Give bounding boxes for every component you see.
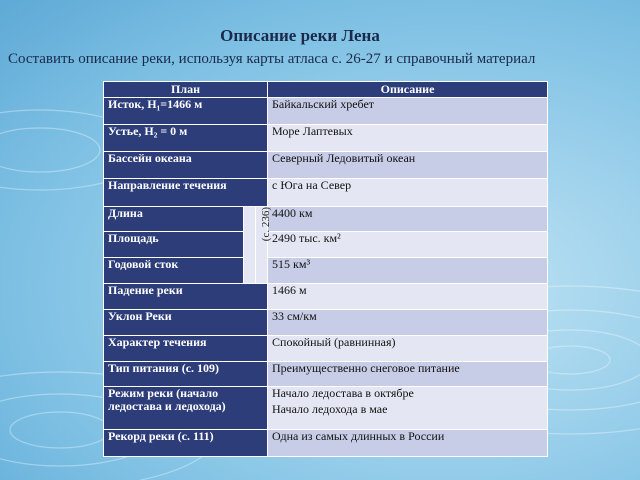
value-cell: 515 км³ — [268, 258, 548, 284]
river-description-table — [103, 81, 548, 457]
value-cell — [268, 387, 548, 430]
value-cell: 4400 км — [268, 207, 548, 232]
value-cell: 33 см/км — [268, 310, 548, 336]
table-row — [104, 207, 548, 232]
header-description: Описание — [268, 82, 548, 98]
page-reference-text: (с. 236) — [260, 207, 272, 242]
plan-cell: Площадь — [104, 232, 244, 258]
value-cell: 1466 м — [268, 284, 548, 310]
table-row — [104, 232, 548, 258]
plan-cell: Характер течения — [104, 336, 268, 362]
table-header-row — [104, 82, 548, 98]
table-row — [104, 362, 548, 387]
plan-cell: Исток, H₁=1466 м — [104, 98, 268, 125]
value-line: Начало ледохода в мае — [272, 402, 388, 416]
table-row — [104, 387, 548, 430]
table-row — [104, 258, 548, 284]
plan-cell: Режим реки (начало ледостава и ледохода) — [104, 387, 268, 430]
plan-cell: Устье, H₂ = 0 м — [104, 125, 268, 152]
plan-cell: Бассейн океана — [104, 152, 268, 179]
table-row — [104, 179, 548, 207]
plan-cell: Уклон Реки — [104, 310, 268, 336]
plan-cell: Длина — [104, 207, 244, 232]
plan-cell: Падение реки — [104, 284, 268, 310]
table-row — [104, 125, 548, 152]
value-cell: с Юга на Север — [268, 179, 548, 207]
page-title: Описание реки Лена — [220, 26, 380, 45]
value-cell: Преимущественно снеговое питание — [268, 362, 548, 387]
plan-cell: Годовой сток — [104, 258, 244, 284]
page-reference-note — [256, 207, 272, 284]
value-cell: Северный Ледовитый океан — [268, 152, 548, 179]
value-cell: Спокойный (равнинная) — [268, 336, 548, 362]
value-cell: 2490 тыс. км² — [268, 232, 548, 258]
header-plan: План — [104, 82, 268, 98]
value-cell: Море Лаптевых — [268, 125, 548, 152]
table-row — [104, 98, 548, 125]
plan-cell: Рекорд реки (с. 111) — [104, 430, 268, 457]
table-row — [104, 152, 548, 179]
table-row — [104, 310, 548, 336]
table-row — [104, 336, 548, 362]
table-row — [104, 430, 548, 457]
side-gap — [244, 207, 256, 284]
value-cell: Байкальский хребет — [268, 98, 548, 125]
value-line: Начало ледостава в октябре — [272, 386, 414, 400]
value-cell: Одна из самых длинных в России — [268, 430, 548, 457]
plan-cell: Направление течения — [104, 179, 268, 207]
plan-cell: Тип питания (с. 109) — [104, 362, 268, 387]
table-row — [104, 284, 548, 310]
page-subtitle: Составить описание реки, используя карты атласа с. 26-27 и справочный материал — [8, 51, 536, 67]
